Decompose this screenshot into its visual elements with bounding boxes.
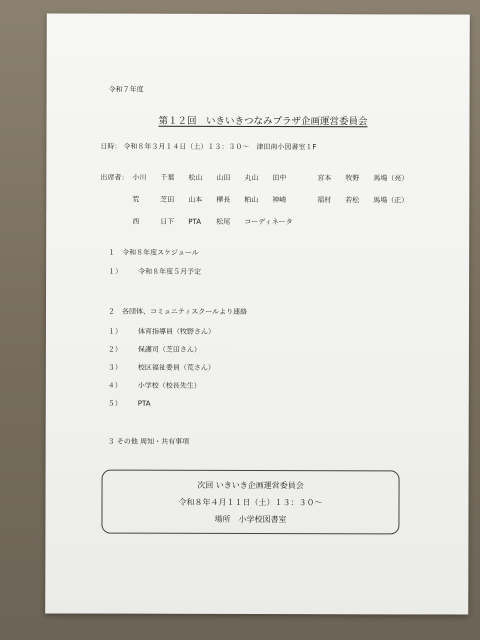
attendee-name: 神崎 [272,196,287,205]
next-meeting-location: 場所 小学校図書室 [214,514,287,525]
agenda-heading-1: １ 令和８年度スケジュール [108,248,199,257]
attendee-name: 若松 [345,196,360,205]
agenda-sub-number: ３） [107,363,122,372]
agenda-heading-2: ２ 各団体、コミュニティスクールより連絡 [107,307,248,316]
document-sheet [45,13,470,614]
attendee-name: 松山 [188,173,203,182]
next-meeting-datetime: 令和８年４月１１日（土）１３：３０～ [178,497,323,508]
attendee-name: 馬場（正） [373,196,409,205]
attendees-label: 出席者： [100,173,129,182]
agenda-sub-text: 小学校（校長先生） [137,381,201,390]
attendee-name: 馬場（亮） [373,174,409,183]
attendee-name: 福村 [317,196,332,205]
attendee-name: 荒 [132,195,140,204]
attendee-name: 小川 [132,173,147,182]
agenda-sub-text: 校区福祉委員（荒さん） [137,363,215,372]
attendee-name: PTA [188,217,202,226]
attendee-name: 牧野 [345,174,360,183]
next-meeting-title: 次回 いきいき企画運営委員会 [197,480,304,491]
agenda-sub-number: １） [107,327,122,336]
attendee-name: 樺長 [216,195,231,204]
agenda-sub-number: ２） [107,345,122,354]
attendee-name: 宮本 [317,174,332,183]
fiscal-year-label: 令和７年度 [108,85,144,94]
attendee-name: 山田 [216,173,231,182]
attendee-name: 日下 [160,217,175,226]
attendee-name: コーディネータ [244,217,293,227]
next-meeting-box [101,470,399,535]
date-label: 日時： [100,142,122,151]
agenda-sub-number: ４） [107,381,122,390]
attendee-name: 松尾 [216,217,231,226]
agenda-heading-3: ３ その他 周知・共有事項 [107,437,190,446]
attendee-name: 千葉 [160,173,175,182]
attendee-name: 芝田 [160,195,175,204]
agenda-sub-text: 体育指導員（牧野さん） [137,327,215,336]
document-title: 第１２回 いきいきつなみプラザ企画運営委員会 [158,115,368,128]
agenda-sub-text: PTA [137,399,151,408]
attendee-name: 田中 [272,174,287,183]
attendee-name: 山本 [188,195,203,204]
agenda-sub-text: 令和８年度５月予定 [138,267,202,276]
attendee-name: 粕山 [244,195,259,205]
agenda-sub-number: ５） [107,399,122,408]
attendee-name: 西 [132,217,140,226]
agenda-sub-number: １） [108,267,123,276]
date-value: 令和８年３月１４日（土）１３：３０～ 津田南小図書室１F [123,142,317,152]
attendee-name: 丸山 [244,173,259,183]
agenda-sub-text: 保護司（芝田さん） [137,345,201,354]
